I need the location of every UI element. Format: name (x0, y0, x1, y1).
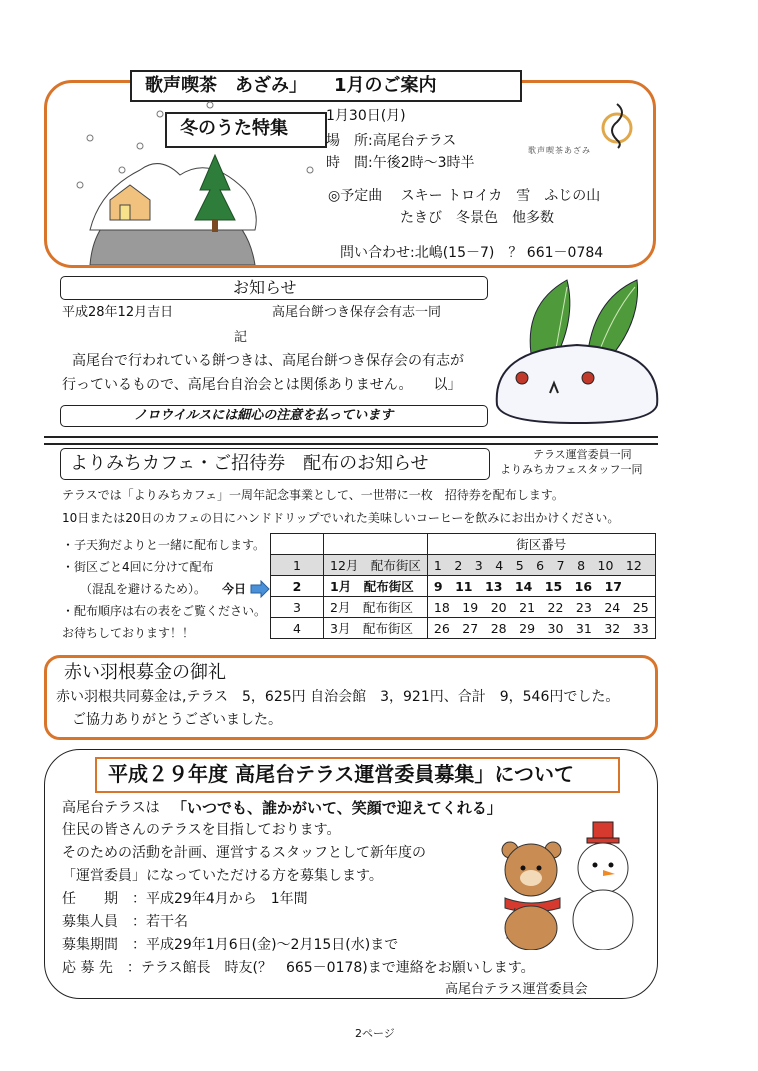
cafe-note-3: （混乱を避けるため）。 (80, 582, 207, 596)
section-divider (44, 436, 658, 445)
notice-ki: 記 (234, 330, 248, 345)
table-row: 4 3月 配布街区 26 27 28 29 30 31 32 33 (271, 618, 656, 639)
recruit-period: 募集期間 ：平成29年1月6日(金)～2月15日(水)まで (62, 937, 399, 953)
recruit-line4: 「運営委員」になっていただける方を募集します。 (62, 868, 383, 884)
special-label: 冬のうた特集 (180, 118, 288, 139)
arrow-right-icon (250, 580, 270, 598)
cafe-from-committee: テラス運営委員一同 (533, 448, 632, 461)
cafe-note-1: ・子天狗だよりと一緒に配布します。 (62, 538, 266, 552)
notice-body-line2: 行っているもので、高尾台自治会とは関係ありません。 以」 (62, 377, 462, 393)
concert-songs-line2: たきび 冬景色 他多数 (400, 210, 554, 226)
concert-songs-line1: ◎予定曲 スキー トロイカ 雪 ふじの山 (328, 188, 601, 204)
music-note-logo (592, 100, 642, 150)
feather-line1: 赤い羽根共同募金は,テラス 5，625円 自治会館 3，921円、合計 9，546円でした。 (56, 689, 620, 705)
notice-from: 高尾台餅つき保存会有志一同 (272, 305, 442, 320)
concert-date: 1月30日(月) (326, 108, 406, 124)
distribution-table (270, 533, 656, 639)
concert-place: 場 所:高尾台テラス (326, 133, 457, 149)
logo-text: 歌声喫茶あざみ (528, 146, 591, 155)
table-header-blocks: 街区番号 (427, 534, 655, 555)
recruit-heading: 平成２９年度 高尾台テラス運営委員募集」について (108, 762, 574, 786)
cafe-note-2: ・街区ごと4回に分けて配布 (62, 560, 214, 574)
cafe-from-staff: よりみちカフェスタッフ一同 (500, 463, 643, 476)
concert-title: 歌声喫茶 あざみ」 1月のご案内 (145, 75, 437, 96)
notice-body-line1: 高尾台で行われている餅つきは、高尾台餅つき保存会の有志が (72, 353, 464, 369)
table-row: 1 12月 配布街区 1 2 3 4 5 6 7 8 10 12 (271, 555, 656, 576)
concert-time: 時 間:午後2時～3時半 (326, 155, 475, 171)
recruit-apply: 応 募 先 ：テラス館長 時友(？ 665－0178)まで連絡をお願いします。 (62, 960, 535, 976)
concert-contact: 問い合わせ:北嶋(15－7) ？ 661－0784 (340, 245, 604, 261)
notice-warning: ノロウイルスには細心の注意を払っています (134, 408, 394, 423)
feather-line2: ご協力ありがとうございました。 (72, 712, 282, 728)
cafe-intro-line2: 10日または20日のカフェの日にハンドドリップでいれた美味しいコーヒーを飲みにお出かけください。 (62, 511, 620, 525)
recruit-line2: 住民の皆さんのテラスを目指しております。 (62, 822, 341, 838)
recruit-lead-prefix: 高尾台テラスは (62, 800, 160, 816)
today-label: 今日 (222, 582, 247, 596)
snow-rabbit-mochi-illustration (492, 275, 662, 430)
bear-and-snowman-illustration (485, 820, 650, 950)
cafe-note-4: ・配布順序は右の表をご覧ください。 (62, 604, 267, 618)
notice-date: 平成28年12月吉日 (62, 305, 174, 320)
page-number: 2ページ (355, 1027, 395, 1040)
cafe-intro-line1: テラスでは「よりみちカフェ」一周年記念事業として、一世帯に一枚 招待券を配布します。 (62, 488, 564, 502)
cafe-note-5: お待ちしております！！ (62, 626, 195, 640)
table-header-row (271, 534, 656, 555)
recruit-lead-slogan: 「いつでも、誰かがいて、笑顔で迎えてくれる」 (172, 799, 502, 817)
recruit-term: 任 期 ：平成29年4月から 1年間 (62, 891, 308, 907)
recruit-count: 募集人員 ：若干名 (62, 914, 188, 930)
recruit-line3: そのための活動を計画、運営するスタッフとして新年度の (62, 845, 426, 861)
table-row: 3 2月 配布街区 18 19 20 21 22 23 24 25 (271, 597, 656, 618)
feather-heading: 赤い羽根募金の御礼 (64, 662, 226, 683)
table-row-current: 2 1月 配布街区 9 11 13 14 15 16 17 (271, 576, 656, 597)
cafe-heading: よりみちカフェ・ご招待券 配布のお知らせ (70, 453, 429, 474)
recruit-signature: 高尾台テラス運営委員会 (445, 982, 588, 997)
notice-heading: お知らせ (233, 278, 297, 297)
